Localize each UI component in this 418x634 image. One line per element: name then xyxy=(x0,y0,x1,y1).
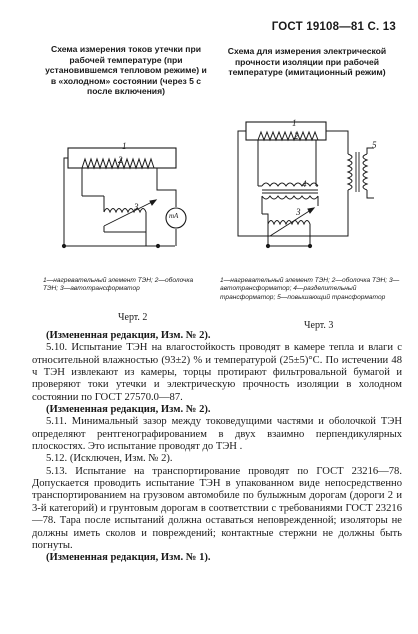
figure-2-caption: Схема измерения токов утечки при рабочей температуре (при установившемся тепловом режиме) и в «холодном» состоянии (через 5 с после включения) xyxy=(45,44,207,97)
page-header: ГОСТ 19108—81 С. 13 xyxy=(271,21,396,33)
stepup-primary xyxy=(363,154,367,190)
wire-left xyxy=(64,158,175,246)
fig2-label-2: 2 xyxy=(118,155,123,165)
figure-2-schematic xyxy=(62,148,186,248)
fig2-label-3: 3 xyxy=(134,202,139,212)
figure-2-legend: 1—нагревательный элемент ТЭН; 2—оболочка ТЭН; 3—автотрансформатор xyxy=(43,277,194,293)
paragraph-amendment: (Измененная редакция, Изм. № 1). xyxy=(46,552,211,564)
fig3-label-4: 4 xyxy=(302,179,307,189)
wire-coil-right xyxy=(157,168,176,204)
isolation-coil-bottom xyxy=(262,196,318,199)
heater-coil-3 xyxy=(258,132,318,140)
paragraph-amendment: (Измененная редакция, Изм. № 2). xyxy=(46,404,211,416)
stepup-secondary xyxy=(348,154,352,190)
fig3-label-5: 5 xyxy=(372,140,377,150)
fig3-label-3: 3 xyxy=(296,207,301,217)
fig3-label-2: 2 xyxy=(294,131,299,141)
figure-2-number: Черт. 2 xyxy=(118,312,148,323)
autotransformer-coil xyxy=(104,209,146,213)
sheath-outline-3 xyxy=(246,122,326,140)
document-body xyxy=(32,330,402,565)
autotransformer-arrow xyxy=(104,200,156,226)
paragraph-5-13: 5.13. Испытание на транспортирование проводят по ГОСТ 23216—78. Допускается проводить испытание ТЭН в упакованном виде непосредственно транспортированием на грузовом автомобиле по булыжным дорогам (дороги 2 и 3-й категорий) и грунтовым дорогам в соответствии с требованиями ГОСТ 23216—78. Тара после испытаний должна оставаться неповрежденной; изоляторы не должны иметь сколов и повреждений; контактные стержни не должны быть погнуты. xyxy=(32,465,402,551)
figure-3-caption: Схема для измерения электрической прочности изоляции при рабочей температуре (имитационный режим) xyxy=(227,46,387,78)
fig2-meter-label: mA xyxy=(169,212,179,220)
paragraph-5-11: 5.11. Минимальный зазор между токоведущими частями и оболочкой ТЭН определяют рентгенографированием в двух взаимно перпендикулярных плоскостях. Это испытание проводят до ТЭН . xyxy=(32,416,402,453)
isolation-coil-top xyxy=(262,183,318,186)
paragraph-5-10: 5.10. Испытание ТЭН на влагостойкость проводят в камере тепла и влаги с относительной влажностью (93±2) % и температурой (25±5)°С. По истечении 48 ч ТЭН извлекают из камеры, торцы протирают фильтровальной бумагой и проверяют токи утечки и электрическую прочность изоляции в холодном состоянии по ГОСТ 27570.0—87. xyxy=(32,342,402,403)
autotransformer-arrow-3 xyxy=(270,208,314,236)
figure-3-legend: 1—нагревательный элемент ТЭН; 2—оболочка ТЭН; 3—автотрансформатор; 4—разделительный трансформатор; 5—повышающий трансформатор xyxy=(220,277,400,301)
fig3-label-1: 1 xyxy=(292,118,297,128)
figure-3-number: Черт. 3 xyxy=(304,320,334,331)
paragraph-5-12: 5.12. (Исключен, Изм. № 2). xyxy=(46,453,173,465)
paragraph-amendment: (Измененная редакция, Изм. № 2). xyxy=(46,330,211,341)
fig2-label-1: 1 xyxy=(122,141,127,151)
